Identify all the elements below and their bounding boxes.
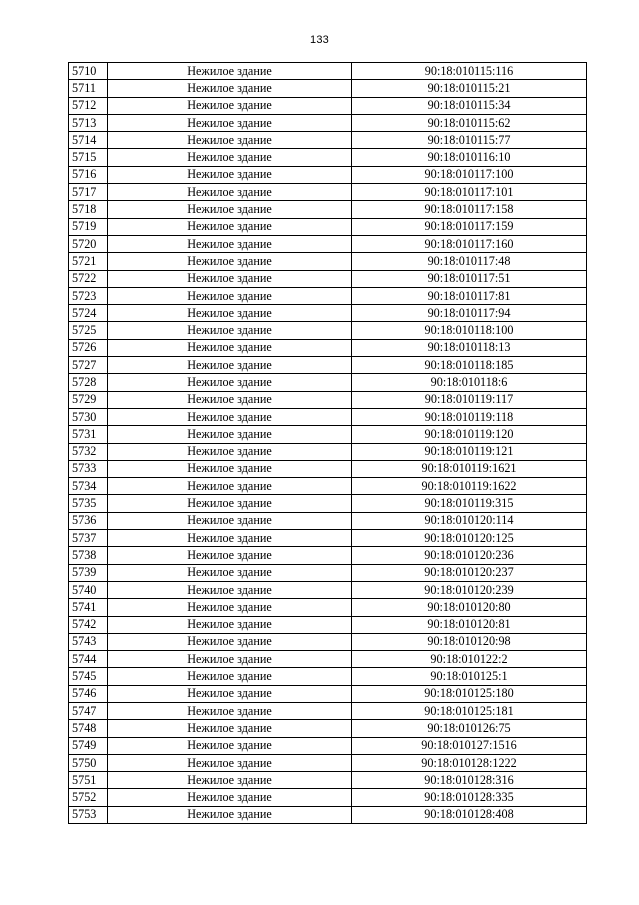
object-type-cell: Нежилое здание — [108, 495, 352, 512]
table-row — [69, 426, 587, 443]
cadastral-number-cell: 90:18:010125:180 — [352, 685, 587, 702]
row-number-cell: 5746 — [69, 685, 108, 702]
table-row — [69, 322, 587, 339]
row-number-cell: 5710 — [69, 63, 108, 80]
row-number-cell: 5721 — [69, 253, 108, 270]
row-number-cell: 5728 — [69, 374, 108, 391]
object-type-cell: Нежилое здание — [108, 581, 352, 598]
row-number-cell: 5716 — [69, 166, 108, 183]
table-row — [69, 253, 587, 270]
cadastral-number-cell: 90:18:010115:116 — [352, 63, 587, 80]
table-row — [69, 564, 587, 581]
object-type-cell: Нежилое здание — [108, 754, 352, 771]
cadastral-number-cell: 90:18:010117:94 — [352, 305, 587, 322]
row-number-cell: 5751 — [69, 772, 108, 789]
object-type-cell: Нежилое здание — [108, 391, 352, 408]
row-number-cell: 5752 — [69, 789, 108, 806]
object-type-cell: Нежилое здание — [108, 737, 352, 754]
cadastral-number-cell: 90:18:010125:181 — [352, 702, 587, 719]
row-number-cell: 5725 — [69, 322, 108, 339]
object-type-cell: Нежилое здание — [108, 547, 352, 564]
row-number-cell: 5733 — [69, 460, 108, 477]
row-number-cell: 5731 — [69, 426, 108, 443]
object-type-cell: Нежилое здание — [108, 806, 352, 823]
row-number-cell: 5749 — [69, 737, 108, 754]
table-row — [69, 633, 587, 650]
table-row — [69, 495, 587, 512]
object-type-cell: Нежилое здание — [108, 426, 352, 443]
object-type-cell: Нежилое здание — [108, 184, 352, 201]
object-type-cell: Нежилое здание — [108, 599, 352, 616]
cadastral-number-cell: 90:18:010128:316 — [352, 772, 587, 789]
cadastral-number-cell: 90:18:010120:80 — [352, 599, 587, 616]
cadastral-number-cell: 90:18:010118:13 — [352, 339, 587, 356]
row-number-cell: 5711 — [69, 80, 108, 97]
table-row — [69, 720, 587, 737]
object-type-cell: Нежилое здание — [108, 114, 352, 131]
cadastral-number-cell: 90:18:010118:185 — [352, 357, 587, 374]
cadastral-number-cell: 90:18:010119:315 — [352, 495, 587, 512]
table-row — [69, 63, 587, 80]
row-number-cell: 5732 — [69, 443, 108, 460]
object-type-cell: Нежилое здание — [108, 772, 352, 789]
row-number-cell: 5712 — [69, 97, 108, 114]
cadastral-number-cell: 90:18:010115:21 — [352, 80, 587, 97]
object-type-cell: Нежилое здание — [108, 253, 352, 270]
row-number-cell: 5715 — [69, 149, 108, 166]
table-row — [69, 599, 587, 616]
table-row — [69, 287, 587, 304]
cadastral-number-cell: 90:18:010127:1516 — [352, 737, 587, 754]
cadastral-number-cell: 90:18:010119:120 — [352, 426, 587, 443]
cadastral-number-cell: 90:18:010117:101 — [352, 184, 587, 201]
table-row — [69, 512, 587, 529]
cadastral-number-cell: 90:18:010118:100 — [352, 322, 587, 339]
object-type-cell: Нежилое здание — [108, 166, 352, 183]
table-row — [69, 80, 587, 97]
table-row — [69, 408, 587, 425]
table-row — [69, 114, 587, 131]
object-type-cell: Нежилое здание — [108, 305, 352, 322]
table-row — [69, 651, 587, 668]
cadastral-number-cell: 90:18:010117:158 — [352, 201, 587, 218]
row-number-cell: 5719 — [69, 218, 108, 235]
cadastral-number-cell: 90:18:010119:118 — [352, 408, 587, 425]
table-row — [69, 581, 587, 598]
row-number-cell: 5734 — [69, 478, 108, 495]
table-row — [69, 374, 587, 391]
table-row — [69, 132, 587, 149]
table-row — [69, 772, 587, 789]
object-type-cell: Нежилое здание — [108, 530, 352, 547]
table-row — [69, 357, 587, 374]
object-type-cell: Нежилое здание — [108, 218, 352, 235]
registry-table-body — [69, 63, 587, 824]
row-number-cell: 5741 — [69, 599, 108, 616]
object-type-cell: Нежилое здание — [108, 80, 352, 97]
cadastral-number-cell: 90:18:010120:114 — [352, 512, 587, 529]
row-number-cell: 5740 — [69, 581, 108, 598]
row-number-cell: 5722 — [69, 270, 108, 287]
row-number-cell: 5743 — [69, 633, 108, 650]
registry-table — [68, 62, 587, 824]
object-type-cell: Нежилое здание — [108, 132, 352, 149]
cadastral-number-cell: 90:18:010117:160 — [352, 235, 587, 252]
row-number-cell: 5738 — [69, 547, 108, 564]
table-row — [69, 478, 587, 495]
cadastral-number-cell: 90:18:010128:335 — [352, 789, 587, 806]
row-number-cell: 5714 — [69, 132, 108, 149]
cadastral-number-cell: 90:18:010120:237 — [352, 564, 587, 581]
object-type-cell: Нежилое здание — [108, 149, 352, 166]
object-type-cell: Нежилое здание — [108, 97, 352, 114]
row-number-cell: 5748 — [69, 720, 108, 737]
row-number-cell: 5750 — [69, 754, 108, 771]
table-row — [69, 97, 587, 114]
table-row — [69, 339, 587, 356]
table-row — [69, 668, 587, 685]
table-row — [69, 547, 587, 564]
row-number-cell: 5735 — [69, 495, 108, 512]
cadastral-number-cell: 90:18:010118:6 — [352, 374, 587, 391]
row-number-cell: 5737 — [69, 530, 108, 547]
table-row — [69, 201, 587, 218]
cadastral-number-cell: 90:18:010128:1222 — [352, 754, 587, 771]
row-number-cell: 5739 — [69, 564, 108, 581]
table-row — [69, 235, 587, 252]
table-row — [69, 737, 587, 754]
object-type-cell: Нежилое здание — [108, 339, 352, 356]
object-type-cell: Нежилое здание — [108, 651, 352, 668]
object-type-cell: Нежилое здание — [108, 460, 352, 477]
cadastral-number-cell: 90:18:010120:239 — [352, 581, 587, 598]
table-row — [69, 530, 587, 547]
table-row — [69, 305, 587, 322]
table-row — [69, 460, 587, 477]
table-row — [69, 166, 587, 183]
row-number-cell: 5726 — [69, 339, 108, 356]
row-number-cell: 5753 — [69, 806, 108, 823]
table-row — [69, 754, 587, 771]
object-type-cell: Нежилое здание — [108, 63, 352, 80]
row-number-cell: 5745 — [69, 668, 108, 685]
object-type-cell: Нежилое здание — [108, 270, 352, 287]
object-type-cell: Нежилое здание — [108, 685, 352, 702]
object-type-cell: Нежилое здание — [108, 789, 352, 806]
row-number-cell: 5747 — [69, 702, 108, 719]
object-type-cell: Нежилое здание — [108, 702, 352, 719]
page-number: 133 — [310, 34, 329, 46]
row-number-cell: 5720 — [69, 235, 108, 252]
row-number-cell: 5744 — [69, 651, 108, 668]
cadastral-number-cell: 90:18:010119:121 — [352, 443, 587, 460]
cadastral-number-cell: 90:18:010126:75 — [352, 720, 587, 737]
object-type-cell: Нежилое здание — [108, 720, 352, 737]
table-row — [69, 391, 587, 408]
table-row — [69, 702, 587, 719]
cadastral-number-cell: 90:18:010120:125 — [352, 530, 587, 547]
object-type-cell: Нежилое здание — [108, 408, 352, 425]
cadastral-number-cell: 90:18:010125:1 — [352, 668, 587, 685]
object-type-cell: Нежилое здание — [108, 633, 352, 650]
cadastral-number-cell: 90:18:010115:62 — [352, 114, 587, 131]
cadastral-number-cell: 90:18:010119:117 — [352, 391, 587, 408]
table-row — [69, 184, 587, 201]
cadastral-number-cell: 90:18:010115:34 — [352, 97, 587, 114]
object-type-cell: Нежилое здание — [108, 322, 352, 339]
object-type-cell: Нежилое здание — [108, 357, 352, 374]
table-row — [69, 685, 587, 702]
table-row — [69, 218, 587, 235]
cadastral-number-cell: 90:18:010120:236 — [352, 547, 587, 564]
cadastral-number-cell: 90:18:010117:81 — [352, 287, 587, 304]
object-type-cell: Нежилое здание — [108, 668, 352, 685]
row-number-cell: 5742 — [69, 616, 108, 633]
cadastral-number-cell: 90:18:010117:51 — [352, 270, 587, 287]
table-row — [69, 806, 587, 823]
object-type-cell: Нежилое здание — [108, 616, 352, 633]
row-number-cell: 5727 — [69, 357, 108, 374]
cadastral-number-cell: 90:18:010116:10 — [352, 149, 587, 166]
cadastral-number-cell: 90:18:010120:98 — [352, 633, 587, 650]
object-type-cell: Нежилое здание — [108, 235, 352, 252]
table-row — [69, 789, 587, 806]
cadastral-number-cell: 90:18:010119:1622 — [352, 478, 587, 495]
row-number-cell: 5736 — [69, 512, 108, 529]
table-row — [69, 270, 587, 287]
row-number-cell: 5717 — [69, 184, 108, 201]
cadastral-number-cell: 90:18:010128:408 — [352, 806, 587, 823]
row-number-cell: 5724 — [69, 305, 108, 322]
cadastral-number-cell: 90:18:010117:48 — [352, 253, 587, 270]
cadastral-number-cell: 90:18:010122:2 — [352, 651, 587, 668]
object-type-cell: Нежилое здание — [108, 201, 352, 218]
cadastral-number-cell: 90:18:010119:1621 — [352, 460, 587, 477]
table-row — [69, 149, 587, 166]
cadastral-number-cell: 90:18:010117:159 — [352, 218, 587, 235]
row-number-cell: 5730 — [69, 408, 108, 425]
row-number-cell: 5729 — [69, 391, 108, 408]
row-number-cell: 5713 — [69, 114, 108, 131]
object-type-cell: Нежилое здание — [108, 287, 352, 304]
row-number-cell: 5718 — [69, 201, 108, 218]
table-row — [69, 616, 587, 633]
object-type-cell: Нежилое здание — [108, 564, 352, 581]
object-type-cell: Нежилое здание — [108, 374, 352, 391]
object-type-cell: Нежилое здание — [108, 443, 352, 460]
object-type-cell: Нежилое здание — [108, 512, 352, 529]
table-row — [69, 443, 587, 460]
cadastral-number-cell: 90:18:010117:100 — [352, 166, 587, 183]
cadastral-number-cell: 90:18:010115:77 — [352, 132, 587, 149]
object-type-cell: Нежилое здание — [108, 478, 352, 495]
cadastral-number-cell: 90:18:010120:81 — [352, 616, 587, 633]
row-number-cell: 5723 — [69, 287, 108, 304]
